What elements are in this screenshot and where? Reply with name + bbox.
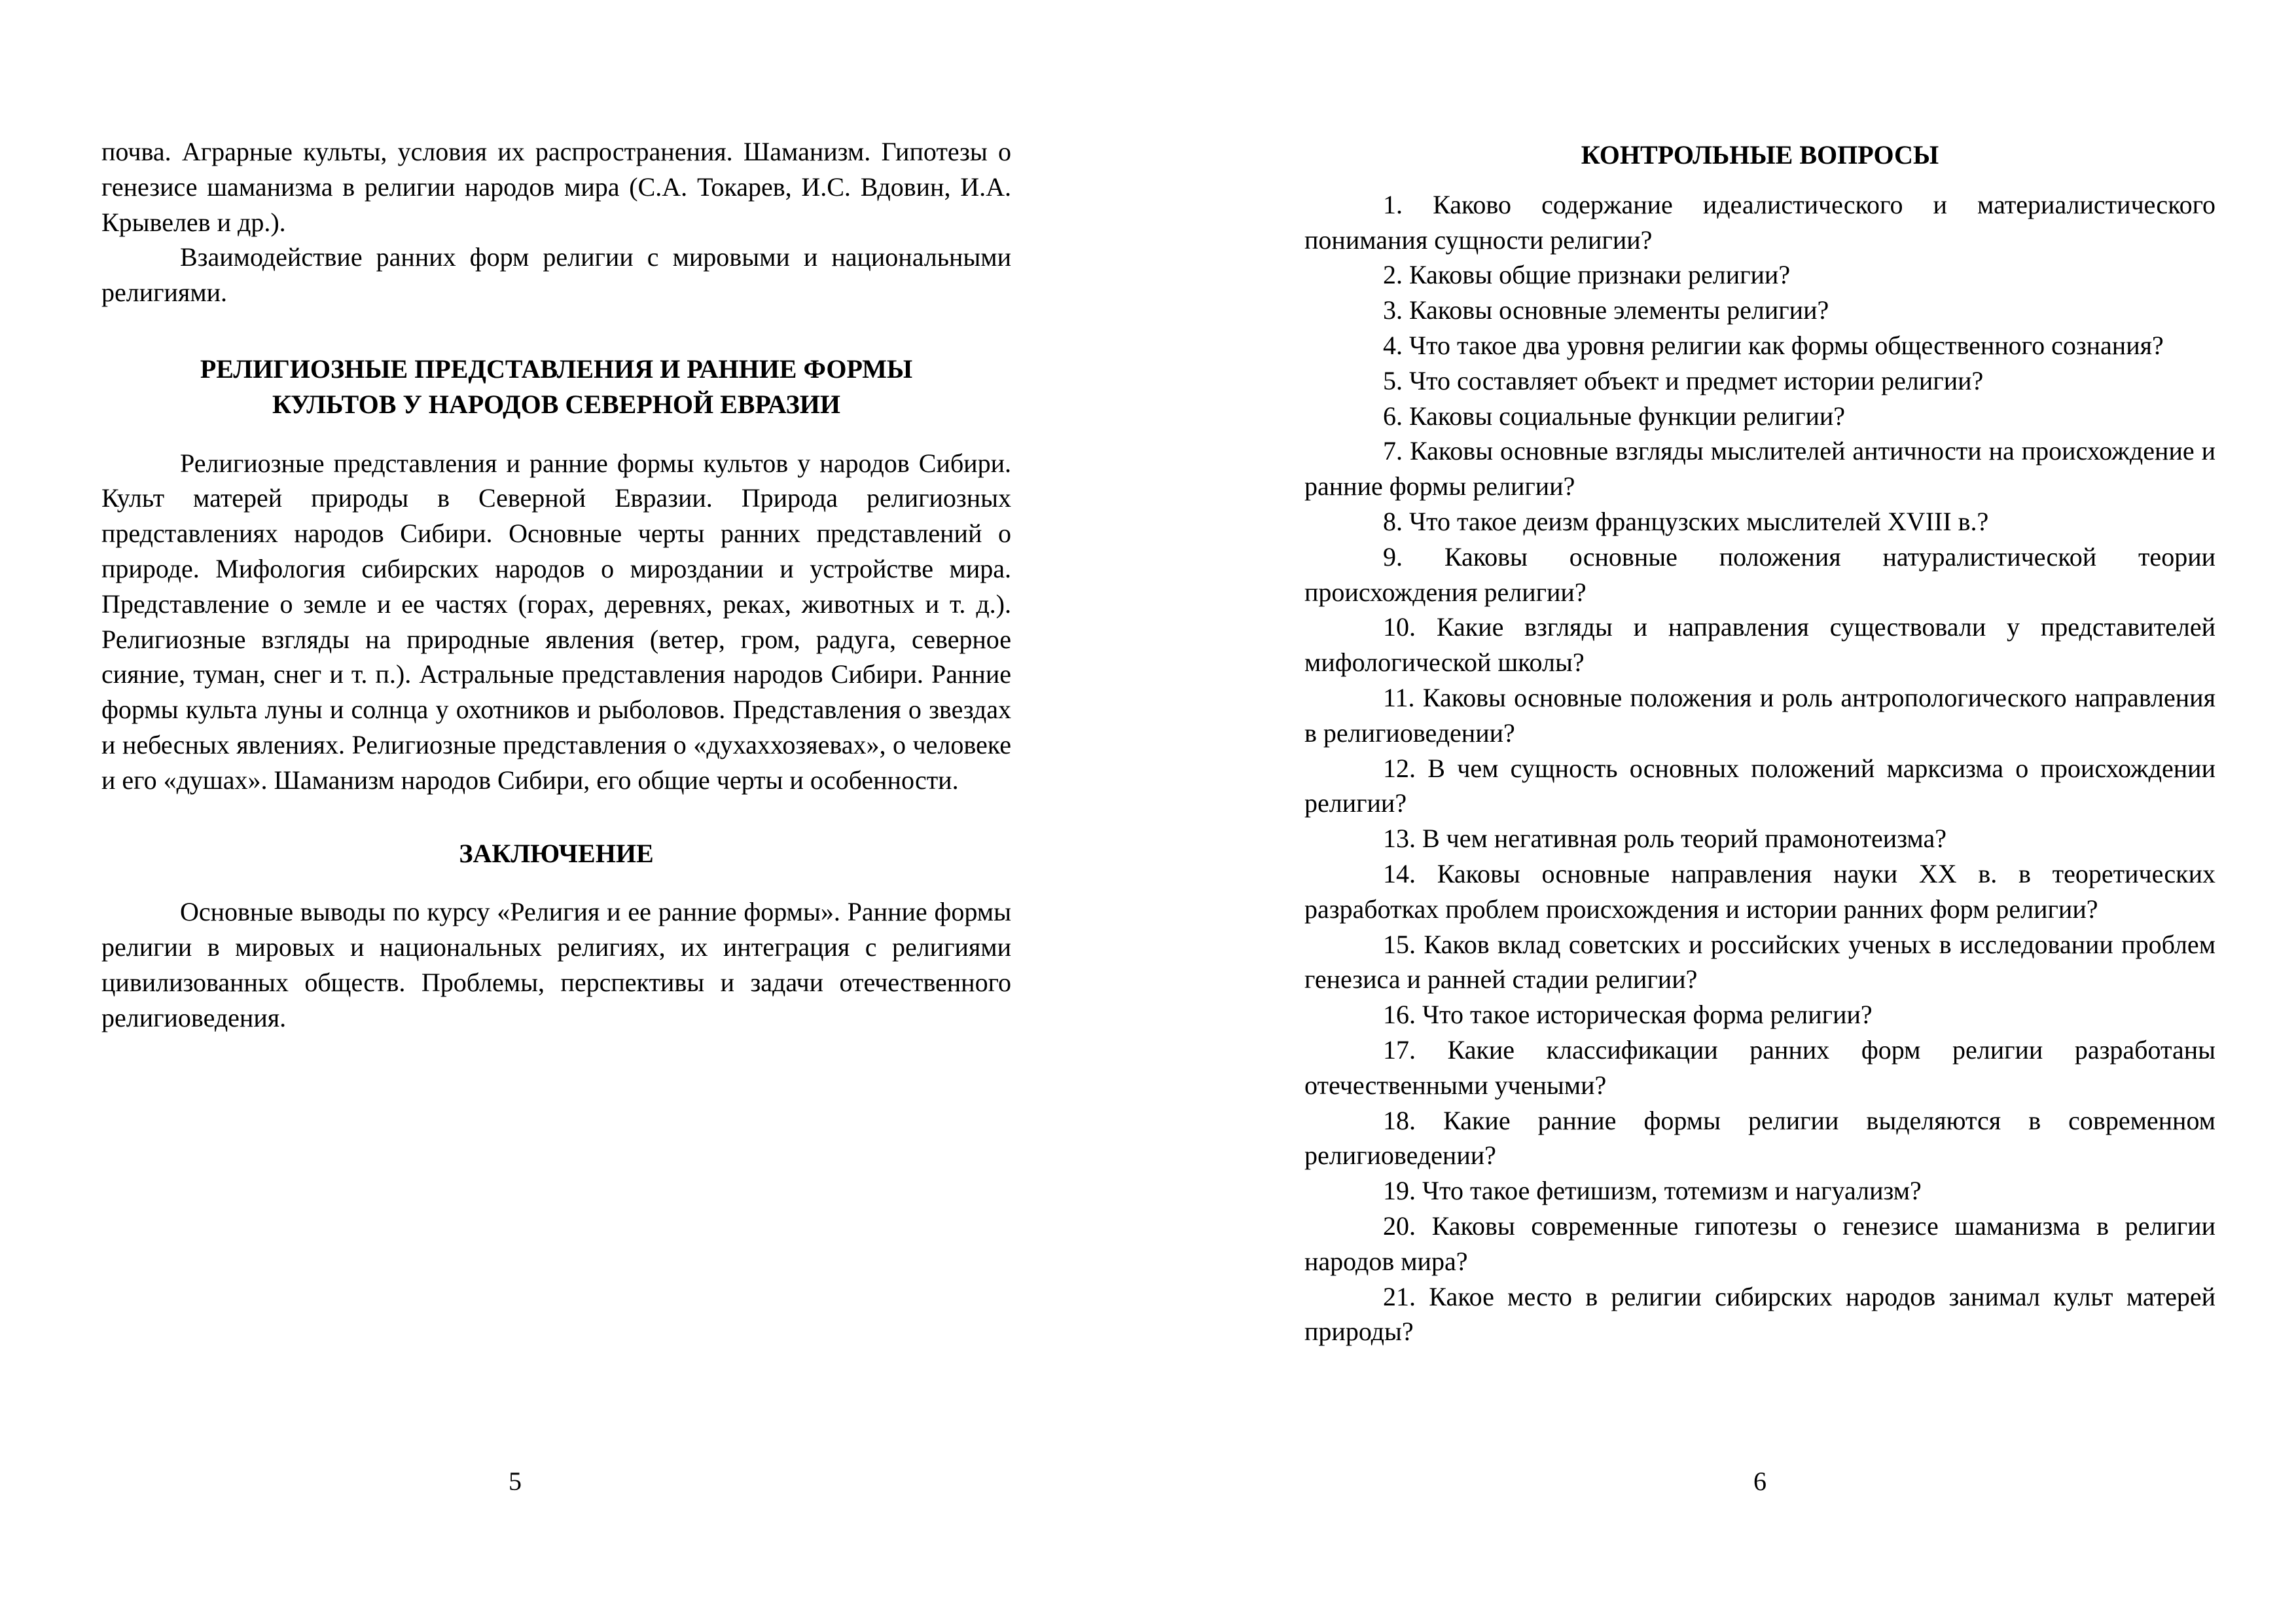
paragraph-conclusion: Основные выводы по курсу «Религия и ее ранние формы». Ранние формы религии в мировых и национальных религиях, их интеграция с религиями цивилизованных обществ. Проблемы, перспективы и задачи отечественного религиоведения. xyxy=(101,897,1011,1032)
paragraph-continuation: почва. Аграрные культы, условия их распространения. Шаманизм. Гипотезы о генезисе шаманизма в религии народов мира (С.А. Токарев, И.С. Вдовин, И.А. Крывелев и др.). xyxy=(101,137,1011,237)
question-item: 16. Что такое историческая форма религии? xyxy=(1383,1000,1873,1030)
questions-list xyxy=(1304,187,2215,1349)
question-item: 13. В чем негативная роль теорий прамонотеизма? xyxy=(1383,824,1946,854)
question-item: 18. Какие ранние формы религии выделяются в современном религиоведении? xyxy=(1304,1105,2215,1171)
question-item: 19. Что такое фетишизм, тотемизм и нагуализм? xyxy=(1383,1176,1922,1206)
question-item: 17. Какие классификации ранних форм религии разработаны отечественными учеными? xyxy=(1304,1034,2215,1100)
question-item: 3. Каковы основные элементы религии? xyxy=(1383,295,1829,325)
paragraph-siberia-beliefs: Религиозные представления и ранние формы культов у народов Сибири. Культ матерей природы в Северной Евразии. Природа религиозных представлениях народов Сибири. Основные черты ранних представлений о природе. Мифология сибирских народов о мироздании и устройстве мира. Представление о земле и ее частях (горах, деревнях, реках, животных и т. д.). Религиозные взгляды на природные явления (ветер, гром, радуга, северное сияние, туман, снег и т. п.). Астральные представления народов Сибири. Ранние формы культа луны и солнца у охотников и рыболовов. Представления о звездах и небесных явлениях. Религиозные представления о «духаххозяевах», о человеке и его «душах». Шаманизм народов Сибири, его общие черты и особенности. xyxy=(101,448,1011,795)
question-item: 20. Каковы современные гипотезы о генезисе шаманизма в религии народов мира? xyxy=(1304,1211,2215,1276)
section-heading-conclusion: ЗАКЛЮЧЕНИЕ xyxy=(459,838,654,868)
section-heading-control-questions: КОНТРОЛЬНЫЕ ВОПРОСЫ xyxy=(1581,140,1939,170)
question-item: 5. Что составляет объект и предмет истории религии? xyxy=(1383,365,1984,395)
section-heading-northern-eurasia xyxy=(101,352,1011,422)
question-item: 10. Какие взгляды и направления существовали у представителей мифологической школы? xyxy=(1304,612,2215,678)
left-page xyxy=(101,0,1011,1623)
question-item: 7. Каковы основные взгляды мыслителей античности на происхождение и ранние формы религии? xyxy=(1304,436,2215,501)
question-item: 14. Каковы основные направления науки XX в. в теоретических разработках проблем происхождения и истории ранних форм религии? xyxy=(1304,858,2215,924)
page-number-left: 5 xyxy=(509,1467,522,1496)
question-item: 6. Каковы социальные функции религии? xyxy=(1383,401,1846,431)
question-item: 4. Что такое два уровня религии как формы общественного сознания? xyxy=(1383,330,2164,360)
section-heading-line-1: РЕЛИГИОЗНЫЕ ПРЕДСТАВЛЕНИЯ И РАННИЕ ФОРМЫ xyxy=(200,354,913,384)
section-heading-line-2: КУЛЬТОВ У НАРОДОВ СЕВЕРНОЙ ЕВРАЗИИ xyxy=(272,389,841,419)
question-item: 21. Какое место в религии сибирских народов занимал культ матерей природы? xyxy=(1304,1281,2215,1347)
paragraph-interaction: Взаимодействие ранних форм религии с мировыми и национальными религиями. xyxy=(101,242,1011,308)
question-item: 2. Каковы общие признаки религии? xyxy=(1383,260,1791,290)
question-item: 12. В чем сущность основных положений марксизма о происхождении религии? xyxy=(1304,753,2215,818)
right-page xyxy=(1304,0,2215,1623)
question-item: 9. Каковы основные положения натуралистической теории происхождения религии? xyxy=(1304,541,2215,607)
right-page-content xyxy=(1304,137,2215,1349)
question-item: 11. Каковы основные положения и роль антропологического направления в религиоведении? xyxy=(1304,682,2215,748)
page-number-right: 6 xyxy=(1753,1467,1767,1496)
left-page-content xyxy=(101,134,1011,1036)
question-item: 1. Каково содержание идеалистического и материалистического понимания сущности религии? xyxy=(1304,189,2215,255)
question-item: 8. Что такое деизм французских мыслителей XVIII в.? xyxy=(1383,506,1989,536)
question-item: 15. Каков вклад советских и российских ученых в исследовании проблем генезиса и ранней стадии религии? xyxy=(1304,929,2215,994)
